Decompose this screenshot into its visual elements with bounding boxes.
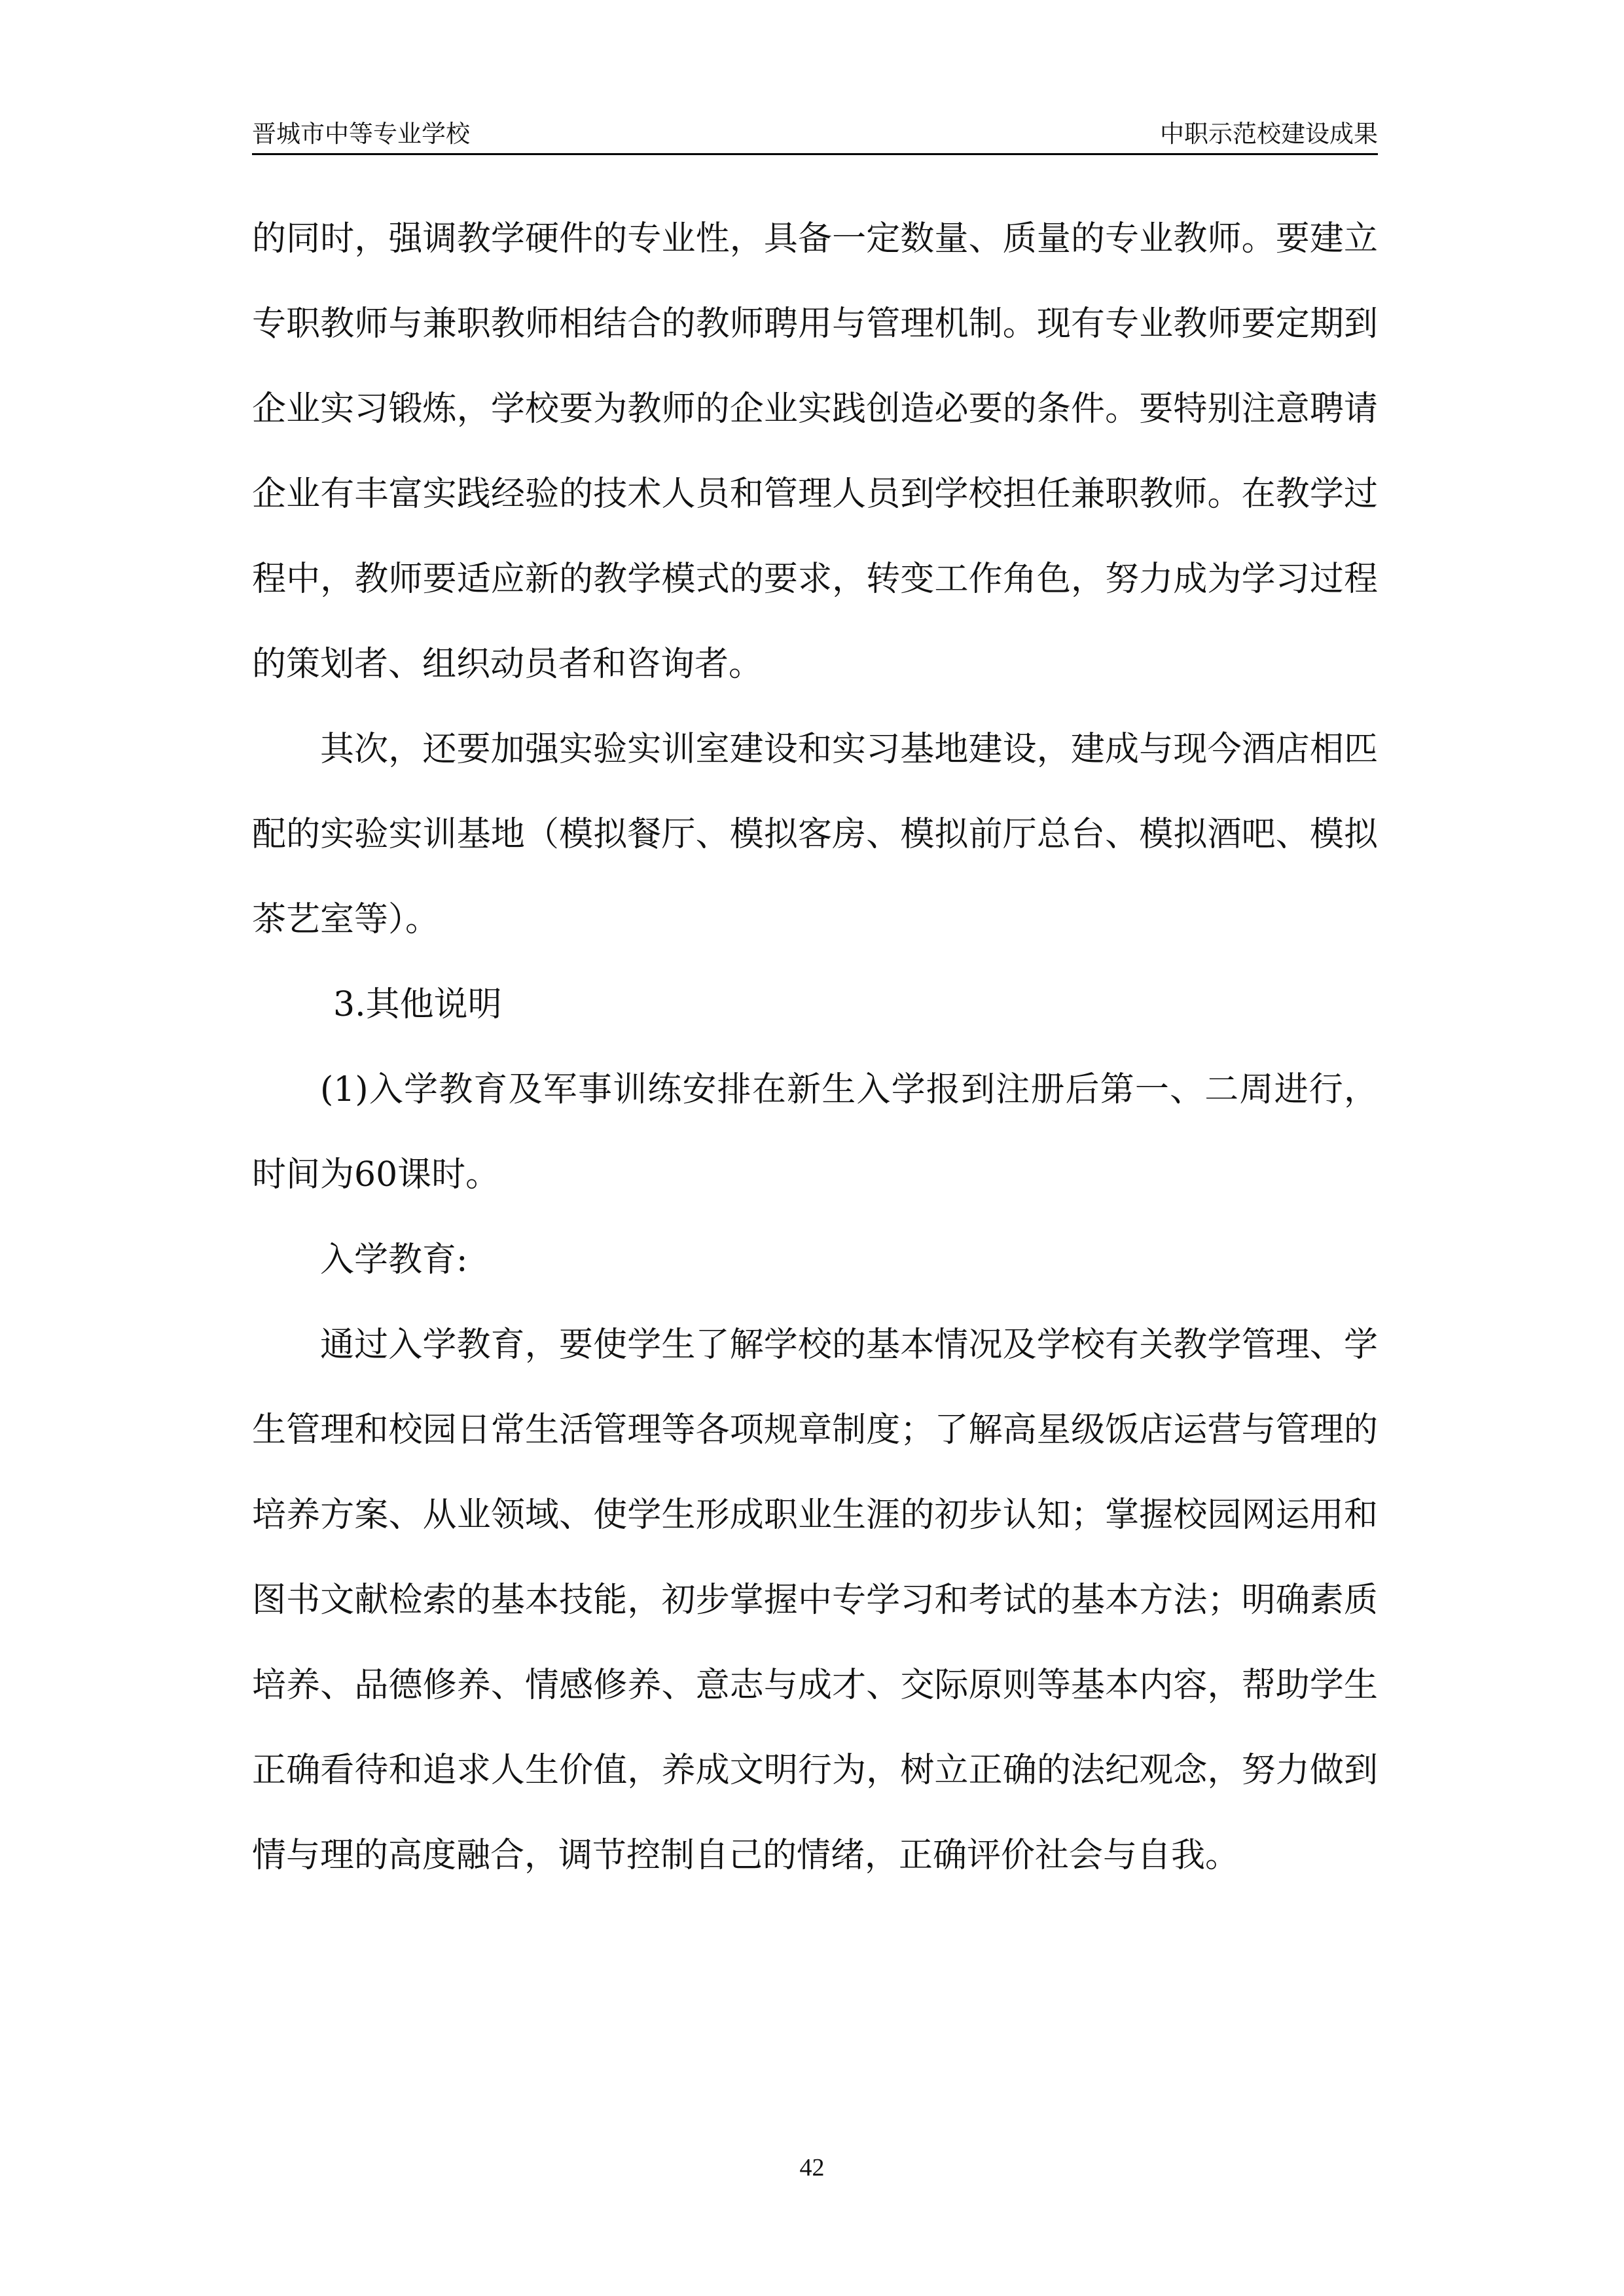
header-document-title: 中职示范校建设成果 <box>1160 120 1378 148</box>
section-heading-other-notes: 3.其他说明 <box>333 985 502 1024</box>
paragraph-training-base: 其次，还要加强实验实训室建设和实习基地建设，建成与现今酒店相匹配的实验实训基地（模拟餐厅、模拟客房、模拟前厅总台、模拟酒吧、模拟茶艺室等）。 <box>252 730 1378 939</box>
paragraph-continuation: 的同时，强调教学硬件的专业性，具备一定数量、质量的专业教师。要建立专职教师与兼职教师相结合的教师聘用与管理机制。现有专业教师要定期到企业实习锻炼，学校要为教师的企业实践创造必要的条件。要特别注意聘请企业有丰富实践经验的技术人员和管理人员到学校担任兼职教师。在教学过程中，教师要适应新的教学模式的要求，转变工作角色，努力成为学习过程的策划者、组织动员者和咨询者。 <box>252 219 1378 684</box>
paragraph-orientation-content: 通过入学教育，要使学生了解学校的基本情况及学校有关教学管理、学生管理和校园日常生活管理等各项规章制度；了解高星级饭店运营与管理的培养方案、从业领域、使学生形成职业生涯的初步认知；掌握校园网运用和图书文献检索的基本技能，初步掌握中专学习和考试的基本方法；明确素质培养、品德修养、情感修养、意志与成才、交际原则等基本内容，帮助学生正确看待和追求人生价值，养成文明行为，树立正确的法纪观念，努力做到情与理的高度融合，调节控制自己的情绪，正确评价社会与自我。 <box>252 1325 1378 1875</box>
document-body <box>252 196 1378 1898</box>
subheading-orientation: 入学教育: <box>320 1240 468 1280</box>
page-header <box>252 117 1378 155</box>
page-number: 42 <box>799 2154 825 2181</box>
header-school-name: 晋城市中等专业学校 <box>252 120 470 148</box>
paragraph-orientation-schedule: (1)入学教育及军事训练安排在新生入学报到注册后第一、二周进行，时间为60课时。 <box>252 1070 1378 1194</box>
